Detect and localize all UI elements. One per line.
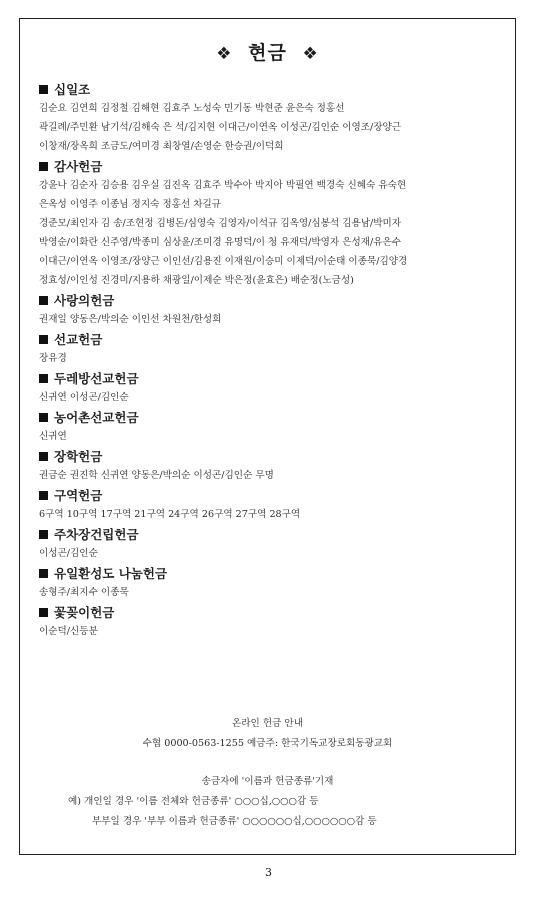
- section-heading: [39, 330, 507, 349]
- section-heading: [39, 369, 507, 388]
- section-heading: [39, 603, 507, 622]
- donor-line: 6구역 10구역 17구역 21구역 24구역 26구역 27구역 28구역: [39, 509, 301, 520]
- section-heading-text: 사랑의헌금: [54, 293, 115, 308]
- page-title-text: 현금: [248, 42, 287, 64]
- donor-line: 곽길례/주민환 남기석/김해숙 은 석/김지현 이대근/이연옥 이성곤/김인순 이영조/장양근: [39, 122, 402, 133]
- section-heading-text: 꽃꽂이헌금: [54, 605, 115, 620]
- diamond-ornament-icon: ❖: [302, 44, 319, 64]
- donor-line: 송형주/최지수 이종묵: [39, 587, 129, 598]
- donor-line: 신귀연: [39, 431, 67, 442]
- donor-line: 이순덕/신등분: [39, 626, 98, 637]
- section-heading: [39, 525, 507, 544]
- square-bullet-icon: [39, 296, 48, 305]
- square-bullet-icon: [39, 530, 48, 539]
- donor-line: 김순요 김연희 김정철 김해현 김효주 노성숙 민기동 박현준 윤은숙 정홍선: [39, 103, 345, 114]
- donor-line: 권재일 양동은/박의순 이인선 차원천/한성희: [39, 314, 222, 325]
- section-heading-text: 주차장건립헌금: [54, 527, 139, 542]
- notice-title: 온라인 헌금 안내: [232, 718, 303, 729]
- section-heading: [39, 157, 507, 176]
- donor-line: 경준모/최인자 김 송/조현정 김병돈/심영숙 김영자/이석규 김옥영/심봉석 김용남/박미자: [39, 218, 402, 229]
- donor-line: 이성곤/김인순: [39, 548, 98, 559]
- notice-instruction: 송금자에 '이름과 헌금종류'기재: [201, 776, 334, 787]
- square-bullet-icon: [39, 491, 48, 500]
- donor-line: 신귀연 이성곤/김인순: [39, 392, 129, 403]
- donor-line: 강윤나 김순자 김승용 김우실 김진옥 김효주 박수아 박지아 박필연 백경숙 신혜숙 유숙현: [39, 180, 407, 191]
- square-bullet-icon: [39, 374, 48, 383]
- donor-line: 이대근/이연옥 이영조/장양근 이인선/김용진 이재원/이승미 이제덕/이순태 이종묵/김양경: [39, 256, 408, 267]
- page-title: [20, 38, 515, 65]
- square-bullet-icon: [39, 85, 48, 94]
- section-heading-text: 감사헌금: [54, 159, 103, 174]
- square-bullet-icon: [39, 452, 48, 461]
- donor-line: 이창재/장옥희 조금도/여미경 최창열/손영순 한승권/이덕희: [39, 141, 284, 152]
- donor-line: 정효성/이인성 진경미/지용하 채광일/이제순 박은정(윤효은) 배순정(노금성): [39, 275, 354, 286]
- offering-sections: [39, 79, 507, 641]
- page-number: 3: [265, 866, 272, 879]
- square-bullet-icon: [39, 335, 48, 344]
- section-heading: [39, 408, 507, 427]
- donor-line: 은옥성 이영주 이종님 정지숙 정홍선 차길규: [39, 199, 222, 210]
- notice-example-personal: 예) 개인일 경우 '이름 전체와 헌금종류' ○○○십,○○○감 등: [68, 796, 319, 807]
- section-heading: [39, 447, 507, 466]
- section-heading: [39, 80, 507, 99]
- section-heading: [39, 291, 507, 310]
- square-bullet-icon: [39, 608, 48, 617]
- square-bullet-icon: [39, 569, 48, 578]
- square-bullet-icon: [39, 162, 48, 171]
- section-heading-text: 농어촌선교헌금: [54, 410, 139, 425]
- online-offering-notice: [20, 714, 515, 832]
- section-heading-text: 십일조: [54, 82, 91, 97]
- section-heading: [39, 564, 507, 583]
- section-heading-text: 선교헌금: [54, 332, 103, 347]
- section-heading-text: 장학헌금: [54, 449, 103, 464]
- section-heading-text: 유일환성도 나눔헌금: [54, 566, 168, 581]
- bank-account: 수협 0000-0563-1255 예금주: 한국기독교장로회동광교회: [142, 738, 393, 749]
- section-heading-text: 두레방선교헌금: [54, 371, 139, 386]
- donor-line: 장유경: [39, 353, 67, 364]
- donor-line: 박영순/이화란 신주영/박종미 심상윤/조미경 유명덕/이 청 유재덕/박영자 은성재/유은수: [39, 237, 402, 248]
- notice-example-couple: 부부일 경우 '부부 이름과 헌금종류' ○○○○○○십,○○○○○○감 등: [92, 816, 377, 827]
- square-bullet-icon: [39, 413, 48, 422]
- section-heading: [39, 486, 507, 505]
- diamond-ornament-icon: ❖: [216, 44, 233, 64]
- bulletin-page-frame: [19, 18, 516, 855]
- donor-line: 권금순 권진학 신귀연 양동은/박의순 이성곤/김인순 무명: [39, 470, 274, 481]
- section-heading-text: 구역헌금: [54, 488, 103, 503]
